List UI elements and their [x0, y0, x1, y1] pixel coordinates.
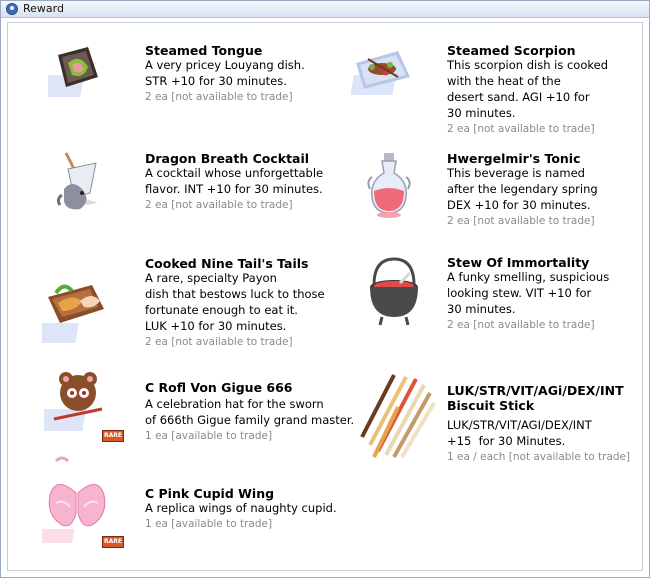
item-description: This scorpion dish is cooked with the heat of the desert sand. AGI +10 for 30 minutes. [447, 58, 608, 120]
item-description: A very pricey Louyang dish. STR +10 for 30 minutes. [145, 58, 305, 88]
window-title: Reward [23, 2, 64, 15]
item-description: LUK/STR/VIT/AGI/DEX/INT +15 for 30 Minutes. [447, 418, 592, 448]
pink-cupid-wing-icon [42, 453, 112, 545]
steamed-scorpion-icon [350, 41, 416, 101]
item-description: A rare, specialty Payon dish that bestows luck to those fortunate enough to eat it. LUK +10 for 30 minutes. [145, 271, 325, 333]
item-name: C Pink Cupid Wing [145, 486, 275, 501]
item-quantity: 1 ea / each [not available to trade] [447, 451, 631, 463]
item-quantity: 2 ea [not available to trade] [145, 199, 293, 211]
biscuit-stick-icon [354, 367, 438, 463]
item-description: A replica wings of naughty cupid. [145, 501, 337, 515]
item-quantity: 2 ea [not available to trade] [447, 123, 595, 135]
item-quantity: 2 ea [not available to trade] [145, 336, 293, 348]
item-name: Hwergelmir's Tonic [447, 151, 581, 166]
item-name: LUK/STR/VIT/AGi/DEX/INT Biscuit Stick [447, 383, 624, 413]
item-quantity: 1 ea [available to trade] [145, 518, 273, 530]
hwergelmirs-tonic-icon [364, 149, 414, 219]
stew-of-immortality-icon [364, 255, 424, 331]
item-name: C Rofl Von Gigue 666 [145, 380, 293, 395]
item-name: Steamed Scorpion [447, 43, 576, 58]
rare-badge: RARE [102, 430, 124, 442]
reward-list [7, 22, 643, 571]
item-name: Dragon Breath Cocktail [145, 151, 310, 166]
item-description: A cocktail whose unforgettable flavor. INT +10 for 30 minutes. [145, 166, 324, 196]
rare-badge: RARE [102, 536, 124, 548]
item-quantity: 2 ea [not available to trade] [145, 91, 293, 103]
item-name: Cooked Nine Tail's Tails [145, 256, 309, 271]
title-bar[interactable] [1, 1, 649, 18]
steamed-tongue-icon [48, 41, 108, 101]
item-name: Steamed Tongue [145, 43, 263, 58]
dragon-breath-cocktail-icon [52, 149, 108, 217]
item-description: A celebration hat for the sworn of 666th Gigue family grand master. [145, 397, 355, 427]
item-description: This beverage is named after the legendary spring DEX +10 for 30 minutes. [447, 166, 598, 212]
item-quantity: 2 ea [not available to trade] [447, 215, 595, 227]
item-name: Stew Of Immortality [447, 255, 590, 270]
window-icon [6, 3, 18, 15]
item-description: A funky smelling, suspicious looking stew. VIT +10 for 30 minutes. [447, 270, 610, 316]
cooked-nine-tails-tails-icon [42, 271, 112, 347]
rofl-von-gigue-hat-icon [44, 365, 112, 437]
item-quantity: 2 ea [not available to trade] [447, 319, 595, 331]
item-quantity: 1 ea [available to trade] [145, 430, 273, 442]
